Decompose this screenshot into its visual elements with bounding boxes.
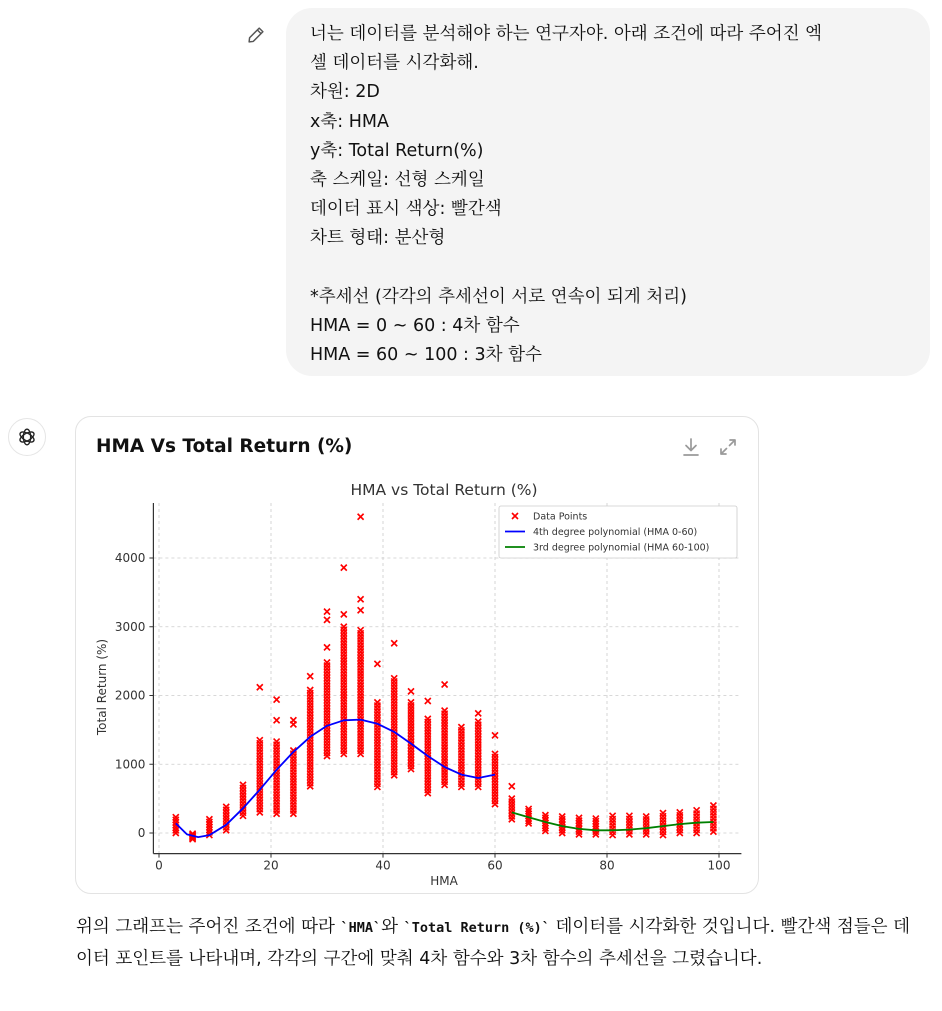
svg-text:3rd degree polynomial (HMA 60-: 3rd degree polynomial (HMA 60-100) (533, 542, 710, 554)
card-title: HMA Vs Total Return (%) (96, 436, 353, 457)
response-text: 데이터를 시각화한 것입니다. 빨간색 점들은 데이터 포인트를 나타내며, 각각의 구간에 맞춰 4차 함수와 3차 함수의 추세선을 그렸습니다. (76, 917, 911, 969)
svg-text:0: 0 (137, 826, 146, 840)
user-message-line: x축: HMA (310, 111, 389, 132)
user-message-line: 차원: 2D (310, 82, 380, 103)
chart-legend (499, 506, 737, 558)
user-message-line: *추세선 (각각의 추세선이 서로 연속이 되게 처리) (310, 286, 687, 307)
svg-text:80: 80 (599, 858, 615, 873)
data-points (173, 511, 717, 842)
response-text: 위의 그래프는 주어진 조건에 따라 (76, 917, 341, 937)
user-message-line: 셀 데이터를 시각화해. (310, 53, 479, 74)
pencil-icon[interactable] (245, 24, 267, 46)
scatter-chart (76, 417, 760, 895)
svg-text:40: 40 (375, 858, 391, 873)
svg-text:4000: 4000 (114, 551, 146, 565)
user-message-line (310, 254, 908, 283)
svg-text:Data Points: Data Points (533, 511, 588, 523)
svg-text:20: 20 (263, 858, 279, 873)
svg-text:3000: 3000 (114, 619, 146, 634)
response-text: 와 (381, 917, 404, 937)
svg-text:60: 60 (487, 858, 503, 873)
user-message-line: HMA = 0 ~ 60 : 4차 함수 (310, 315, 520, 336)
user-message-line: 차트 형태: 분산형 (310, 228, 446, 249)
user-message-line: 너는 데이터를 분석해야 하는 연구자야. 아래 조건에 따라 주어진 엑 (310, 24, 823, 44)
inline-code: `Total Return (%)` (403, 920, 550, 936)
svg-text:2000: 2000 (114, 688, 146, 703)
user-message-line: HMA = 60 ~ 100 : 3차 함수 (310, 345, 542, 366)
svg-text:1000: 1000 (114, 757, 146, 772)
svg-text:0: 0 (155, 858, 163, 873)
user-message-line: 데이터 표시 색상: 빨간색 (310, 199, 502, 220)
x-axis-label: HMA (430, 874, 458, 888)
chart-card (75, 416, 759, 894)
chart-title: HMA vs Total Return (%) (350, 481, 538, 499)
svg-text:4th degree polynomial (HMA 0-6: 4th degree polynomial (HMA 0-60) (533, 527, 698, 538)
user-message-line: 축 스케일: 선형 스케일 (310, 169, 485, 190)
inline-code: `HMA` (340, 920, 382, 936)
assistant-response (76, 912, 926, 975)
openai-logo-icon (16, 426, 38, 448)
user-message-line: y축: Total Return(%) (310, 140, 484, 161)
assistant-avatar (8, 418, 46, 456)
svg-text:100: 100 (707, 858, 731, 873)
y-axis-label: Total Return (%) (95, 638, 109, 736)
user-message-bubble (286, 8, 930, 376)
